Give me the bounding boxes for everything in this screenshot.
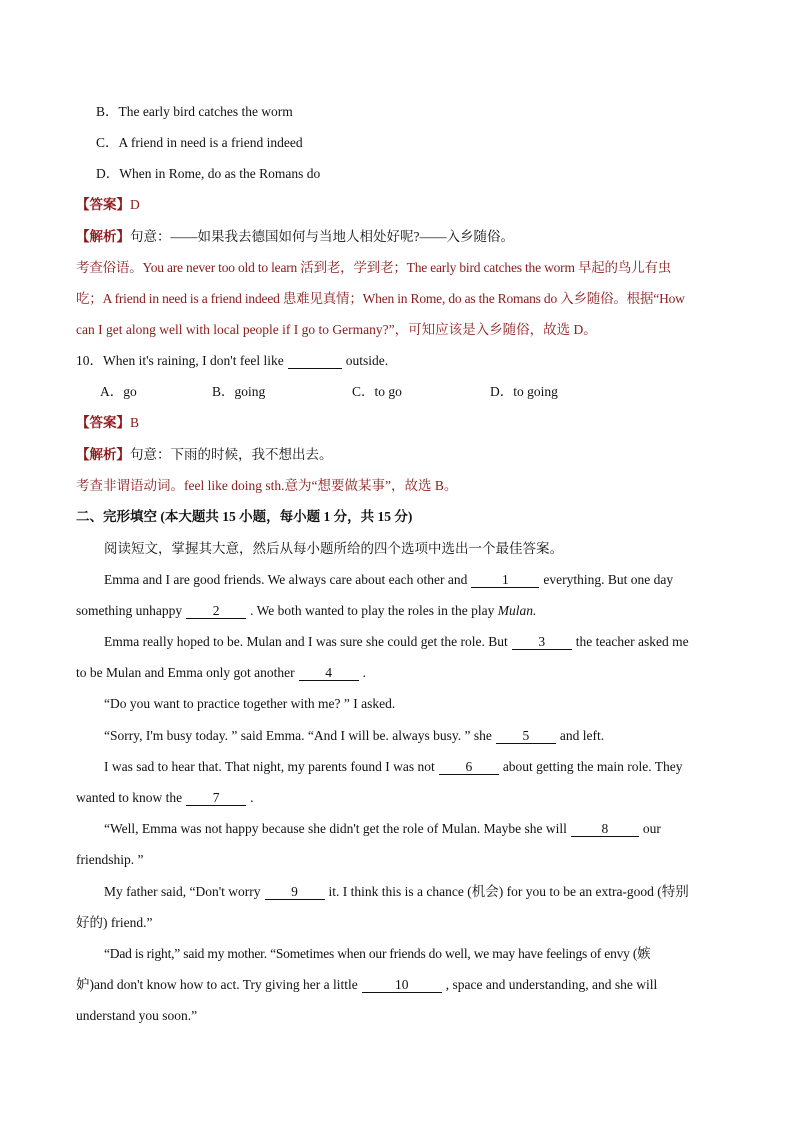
q10-option-b: B．going — [212, 384, 266, 399]
passage-text: I was sad to hear that. That night, my parents found I was not — [104, 759, 435, 774]
passage-line — [76, 789, 253, 807]
passage-line — [104, 883, 689, 901]
passage-line — [104, 758, 683, 776]
blank-4: 4 — [299, 665, 359, 681]
passage-line: “Do you want to practice together with me? ” I asked. — [104, 696, 396, 711]
q10-stem-after: outside. — [345, 353, 389, 368]
passage-text: something unhappy — [76, 603, 183, 618]
passage-text: Emma and I are good friends. We always care about each other and — [104, 572, 468, 587]
passage-text: everything. But one day — [543, 572, 674, 587]
q10-option-d: D．to going — [490, 384, 558, 399]
q9-analysis-line-2: 吃；A friend in need is a friend indeed 患难见真情；When in Rome, do as the Romans do 入乡随俗。根据“How — [76, 291, 685, 306]
passage-line — [104, 571, 673, 589]
passage-line — [76, 976, 657, 994]
passage-text: “Well, Emma was not happy because she didn't get the role of Mulan. Maybe she will — [104, 821, 567, 836]
q10-stem-before: 10．When it's raining, I don't feel like — [76, 353, 284, 368]
passage-line — [104, 820, 661, 838]
q10-answer — [76, 414, 139, 432]
passage-text: our — [642, 821, 661, 836]
passage-line: “Dad is right,” said my mother. “Sometimes when our friends do well, we may have feelings of envy (嫉 — [104, 946, 651, 961]
blank-6: 6 — [439, 759, 499, 775]
q9-option-d: D．When in Rome, do as the Romans do — [96, 166, 321, 181]
passage-line: understand you soon.” — [76, 1008, 198, 1023]
section-heading — [76, 508, 412, 526]
q9-option-c: C．A friend in need is a friend indeed — [96, 135, 303, 150]
passage-text: . — [250, 790, 254, 805]
answer-label: 【答案】 — [76, 415, 130, 430]
passage-text: . We both wanted to play the roles in the play — [250, 603, 495, 618]
passage-text: . — [362, 665, 366, 680]
q9-analysis-line-3: can I get along well with local people if I go to Germany?”，可知应该是入乡随俗，故选 D。 — [76, 322, 597, 337]
passage-text: , space and understanding, and she will — [445, 977, 658, 992]
q9-analysis-meaning — [76, 228, 514, 246]
passage-line — [76, 602, 536, 620]
q10-option-a: A．go — [100, 384, 137, 399]
q9-answer — [76, 196, 140, 214]
q9-analysis-line-1: 考查俗语。You are never too old to learn 活到老，学到老；The early bird catches the worm 早起的鸟儿有虫 — [76, 260, 672, 275]
blank-2: 2 — [186, 603, 246, 619]
passage-text: about getting the main role. They — [502, 759, 683, 774]
section-title: 二、完形填空 — [76, 509, 157, 524]
answer-value: B — [130, 415, 140, 430]
passage-line: friendship. ” — [76, 852, 144, 867]
blank-7: 7 — [186, 790, 246, 806]
play-title: Mulan. — [497, 603, 537, 618]
passage-text: to be Mulan and Emma only got another — [76, 665, 295, 680]
q10-analysis-detail: 考查非谓语动词。feel like doing sth.意为“想要做某事”，故选 B。 — [76, 478, 458, 493]
passage-line — [76, 664, 366, 682]
analysis-meaning-text: 句意：——如果我去德国如何与当地人相处好呢?——入乡随俗。 — [130, 229, 514, 244]
blank-10: 10 — [362, 977, 442, 993]
q10-stem — [76, 352, 388, 370]
section-instruction: 阅读短文，掌握其大意，然后从每小题所给的四个选项中选出一个最佳答案。 — [104, 541, 563, 556]
analysis-label: 【解析】 — [76, 447, 130, 462]
passage-text: 妒)and don't know how to act. Try giving her a little — [76, 977, 358, 992]
passage-text: “Sorry, I'm busy today. ” said Emma. “And I will be. always busy. ” she — [104, 728, 492, 743]
section-title-note: (本大题共 15 小题，每小题 1 分，共 15 分) — [160, 509, 413, 524]
analysis-label: 【解析】 — [76, 229, 130, 244]
passage-text: wanted to know the — [76, 790, 183, 805]
passage-text: it. I think this is a chance (机会) for you to be an extra-good (特别 — [328, 884, 689, 899]
passage-text: and left. — [559, 728, 605, 743]
blank-1: 1 — [471, 572, 539, 588]
blank-5: 5 — [496, 728, 556, 744]
blank-3: 3 — [512, 634, 572, 650]
q9-option-b: B．The early bird catches the worm — [96, 104, 293, 119]
answer-label: 【答案】 — [76, 197, 130, 212]
analysis-meaning-text: 句意：下雨的时候，我不想出去。 — [130, 447, 333, 462]
blank-9: 9 — [265, 884, 325, 900]
answer-value: D — [130, 197, 140, 212]
q10-analysis-meaning — [76, 446, 333, 464]
passage-line — [104, 727, 604, 745]
q10-option-c: C．to go — [352, 384, 402, 399]
passage-line: 好的) friend.” — [76, 915, 153, 930]
passage-text: Emma really hoped to be. Mulan and I was sure she could get the role. But — [104, 634, 508, 649]
passage-text: My father said, “Don't worry — [104, 884, 261, 899]
passage-line — [104, 633, 689, 651]
passage-text: the teacher asked me — [575, 634, 689, 649]
blank-8: 8 — [571, 821, 639, 837]
q10-blank — [288, 353, 342, 369]
